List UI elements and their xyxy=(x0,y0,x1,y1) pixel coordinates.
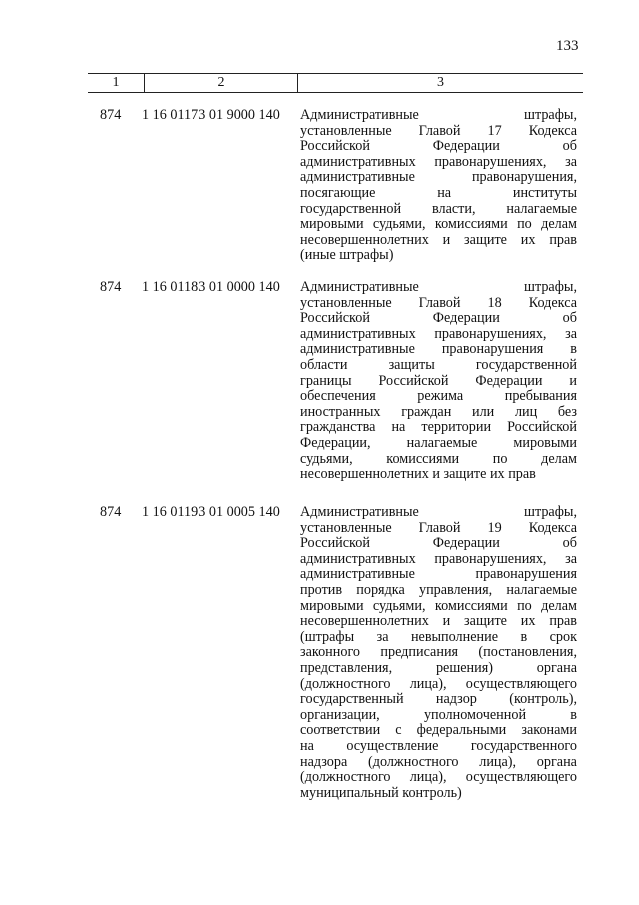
description-line: (штрафы за невыполнение в срок xyxy=(300,628,577,645)
page-number: 133 xyxy=(556,38,579,54)
row-code: 1 16 01193 01 0005 140 xyxy=(142,504,280,520)
description-line: соответствии с федеральными законами xyxy=(300,722,577,739)
description-line: муниципальный контроль) xyxy=(300,784,462,801)
header-col-1: 1 xyxy=(112,75,120,90)
description-line: гражданства на территории Российской xyxy=(300,419,577,436)
description-line: несовершеннолетних и защите их прав xyxy=(300,231,577,248)
header-col-3: 3 xyxy=(437,75,444,90)
row-code: 1 16 01183 01 0000 140 xyxy=(142,279,280,295)
description-line: установленные Главой 18 Кодекса xyxy=(300,294,577,311)
description-line: посягающие на институты xyxy=(300,184,577,201)
description-line: на осуществление государственного xyxy=(300,737,577,754)
row-description xyxy=(300,505,577,801)
description-line: административных правонарушениях, за xyxy=(300,550,577,567)
description-line: административных правонарушениях, за xyxy=(300,325,577,342)
description-line: (иные штрафы) xyxy=(300,247,394,264)
description-line: представления, решения) органа xyxy=(300,659,577,676)
description-line: Административные штрафы, xyxy=(300,504,577,520)
description-line: несовершеннолетних и защите их прав xyxy=(300,466,536,483)
description-line: судьями, комиссиями по делам xyxy=(300,450,577,467)
description-line: области защиты государственной xyxy=(300,356,577,373)
description-line: против порядка управления, налагаемые xyxy=(300,581,577,598)
description-line: административных правонарушениях, за xyxy=(300,153,577,170)
description-line: мировыми судьями, комиссиями по делам xyxy=(300,597,577,614)
description-line: несовершеннолетних и защите их прав xyxy=(300,613,577,630)
description-line: надзора (должностного лица), органа xyxy=(300,753,577,770)
row-description xyxy=(300,280,577,483)
description-line: Российской Федерации об xyxy=(300,535,577,552)
description-line: государственной власти, налагаемые xyxy=(300,200,577,217)
description-line: административные правонарушения в xyxy=(300,341,577,358)
description-line: (должностного лица), осуществляющего xyxy=(300,769,577,786)
description-line: организации, уполномоченной в xyxy=(300,706,577,723)
description-line: административные правонарушения, xyxy=(300,169,577,186)
description-line: административные правонарушения xyxy=(300,566,577,583)
description-line: Российской Федерации об xyxy=(300,138,577,155)
description-line: (должностного лица), осуществляющего xyxy=(300,675,577,692)
description-line: иностранных граждан или лиц без xyxy=(300,403,577,420)
row-col-1-value: 874 xyxy=(100,279,122,295)
description-line: установленные Главой 19 Кодекса xyxy=(300,519,577,536)
description-line: границы Российской Федерации и xyxy=(300,372,577,389)
description-line: Российской Федерации об xyxy=(300,310,577,327)
description-line: мировыми судьями, комиссиями по делам xyxy=(300,216,577,233)
header-col-2: 2 xyxy=(217,75,225,90)
row-code: 1 16 01173 01 9000 140 xyxy=(142,107,280,123)
table-header-row xyxy=(88,73,583,93)
row-col-1-value: 874 xyxy=(100,107,122,123)
description-line: Административные штрафы, xyxy=(300,107,577,123)
description-line: законного предписания (постановления, xyxy=(300,644,577,661)
description-line: обеспечения режима пребывания xyxy=(300,388,577,405)
description-line: установленные Главой 17 Кодекса xyxy=(300,122,577,139)
description-line: Федерации, налагаемые мировыми xyxy=(300,434,577,451)
description-line: Административные штрафы, xyxy=(300,279,577,295)
row-col-1-value: 874 xyxy=(100,504,122,520)
row-description xyxy=(300,108,577,264)
description-line: государственный надзор (контроль), xyxy=(300,691,577,708)
